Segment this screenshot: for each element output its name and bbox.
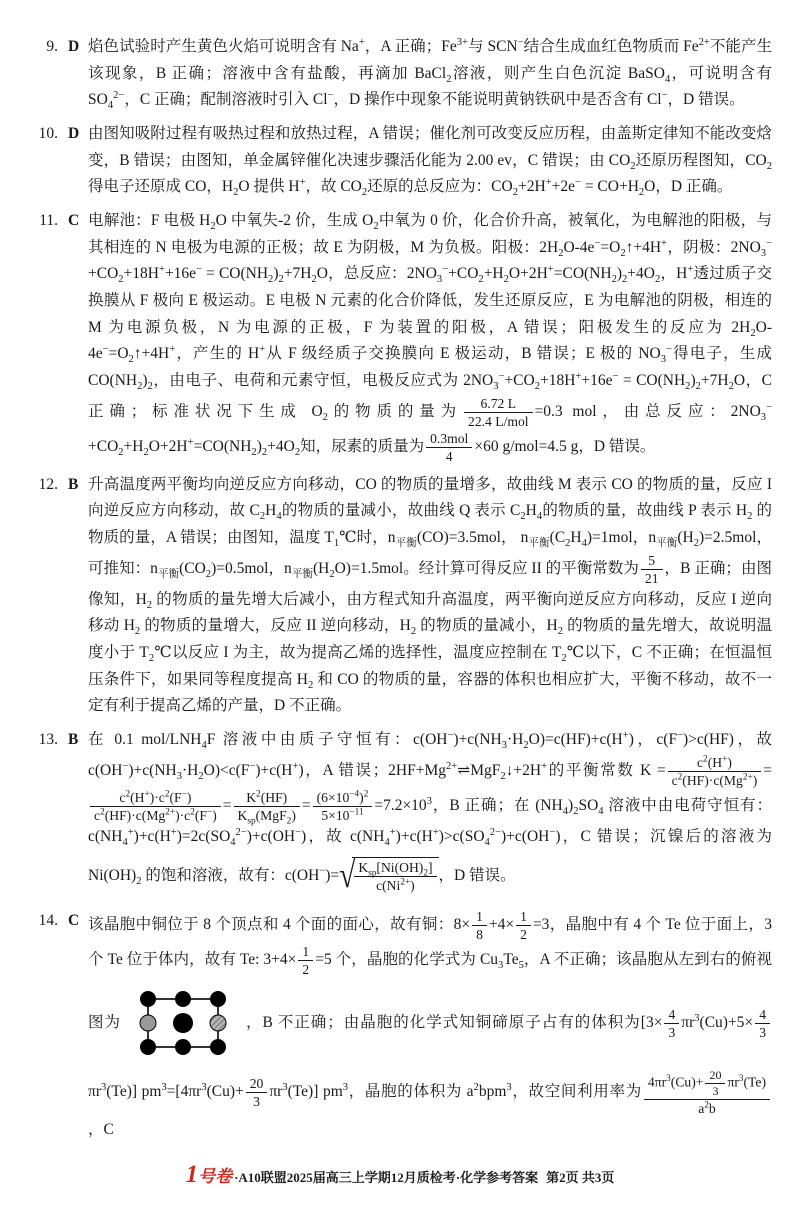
answer-label (28, 908, 88, 1144)
answer-letter: C (68, 211, 80, 229)
answers-list (28, 34, 772, 1151)
edge-atom (175, 991, 191, 1007)
footer-text: ·A10联盟2025届高三上学期12月质检考·化学参考答案 (234, 1170, 539, 1186)
answer-letter: C (68, 912, 80, 930)
corner-atom (140, 991, 156, 1007)
answer-item-10 (28, 121, 772, 201)
answer-item-11 (28, 208, 772, 465)
explanation-text-after-diagram: ，B 不正确；由晶胞的化学式知铜碲原子占有的体积为[3× $\frac{4}{3}$ $\pi r^3(Cu)+5\times$ $\frac{4}{3}$ $\pi r^3(Te)$] $pm^3=[4\pi r^3(Cu)+$ $\frac{20}{3}$ $\pi r^3(Te)$] $pm^3$，晶胞的体积为 $a^2bpm^3$，故空间利用率为 $4\pi r^3(Cu)+$ $\frac{20}{3}$ $\pi r^3(Te)$ $a^2b$ ，C (88, 1014, 772, 1138)
answer-letter: B (68, 475, 79, 493)
answer-explanation: 升高温度两平衡均向逆反应方向移动，CO 的物质的量增多，故曲线 M 表示 CO 的物质的量，反应 I 向逆反应方向移动，故 $C_2H_4$的物质的量减小，故曲线 Q 表示 $C_2H_4$的物质的量，故曲线 P 表示 $H_2$ 的物质的量，A 错误；由图知，温度 $T_1℃$时，$n_{平衡}(CO)=3.5mol$， $n_{平衡}(C_2H_4)=1mol$，$n_{平衡}(H_2)=2.5mol$，可推知：$n_{平衡}(CO_2)=0.5mol$，$n_{平衡}(H_2O)=1.5mol$。经计算可得反应 II 的平衡常数为 $\frac{5}{21}$ ，B 正确；由图像知，$H_2$ 的物质的量先增大后减小，由方程式知升高温度，两平衡向逆反应方向移动，反应 I 逆向移动 $H_2$ 的物质的量增大，反应 II 逆向移动，$H_2$ 的物质的量减小，$H_2$ 的物质的量先增大，故说明温度小于 $T_2℃$以反应 I 为主，故为提高乙烯的选择性，温度应控制在 $T_2℃$以下，C 不正确；在恒温恒压条件下，如果同等程度提高 $H_2$ 和 CO 的物质的量，容器的体积也相应扩大，平衡不移动，故不一定有利于提高乙烯的产量，D 不正确。 (88, 475, 773, 715)
answer-item-9 (28, 34, 772, 114)
question-number: 14. (38, 912, 58, 930)
answer-explanation: 在 0.1 mol/$LNH_4F$ 溶液中由质子守恒有：$c(OH^-)+c(NH_3\cdot H_2O)=c(HF)+c(H^+)$，c(F−)>c(HF)，故 $c(OH^-)+c(NH_3\cdot H_2O)<c(F^-)+c(H^+)$，A 错误；$2HF+Mg^{2+}\rightleftharpoons MgF_2↓+2H^+$的平衡常数 K = $\frac{c^2(H^+)}{c^2(HF)\cdot c(Mg^{2+})}$ = $\frac{c^2(H^+)\cdot c^2(F^-)}{c^2(HF)\cdot c(Mg^{2+})\cdot c^2(F^-)}$ = $\frac{K^2(HF)}{K_{sp}(MgF_2)}$ = $\frac{(6\times 10^{-4})^2}{5\times 10^{-11}}$ $=7.2\times 10^3$，B 正确；在 $(NH_4)_2SO_4$ 溶液中由电荷守恒有：$c(NH_4^+)+c(H^+)=2c(SO_4^{2-})+c(OH^-)$，故 $c(NH_4^+)+c(H^+)>c(SO_4^{2-})+c(OH^-)$，C 错误；沉镍后的溶液为 $Ni(OH)_2$ 的饱和溶液，故有：c(OH−)= √ $\frac{K_{sp}[Ni(OH)_2]}{c(Ni^{2+})}$ ，D 错误。 (88, 729, 772, 896)
answer-label (28, 472, 88, 720)
explanation-text-before-diagram: 该晶胞中铜位于 8 个顶点和 4 个面的面心，故有铜：8× $\frac{1}{8}$ +4× $\frac{1}{2}$ =3，晶胞中有 4 个 Te 位于面上，3 个 Te 位于体内，故有 Te: 3+4× $\frac{1}{2}$ =5 个，晶胞的化学式为 $Cu_3Te_5$，A 不正确；该晶胞从左到右的俯视图为 (88, 909, 773, 1031)
answer-explanation: 电解池：F 电极 $H_2O$ 中氧失-2 价，生成 $O_2$中氧为 0 价，化合价升高，被氧化，为电解池的阳极，与其相连的 N 电极为电源的正极；故 E 为阴极，M 为负极。阳极：$2H_2O-4e^-=O_2↑+4H^+$，阴极：$2NO_3^-+CO_2+18H^++16e^- = CO(NH_2)_2+7H_2O$，总反应：$2NO_3^-+CO_2+H_2O+2H^+=CO(NH_2)_2+4O_2$，H+透过质子交换膜从 F 极向 E 极运动。E 电极 N 元素的化合价降低，发生还原反应，E 为电解池的阴极，相连的 M 为电源负极，N 为电源的正极，F 为装置的阳极，A 错误；阳极发生的反应为 $2H_2O-4e^-=O_2↑+4H^+$，产生的 H+从 F 级经质子交换膜向 E 极运动，B 错误；E 极的 $NO_3^-$得电子，生成 $CO(NH_2)_2$，由电子、电荷和元素守恒，电极反应式为 $2NO_3^-+CO_2+18H^++16e^- = CO(NH_2)_2+7H_2O$，C 正确；标准状况下生成 $O_2$的物质的量为 $\frac{6.72 L}{\text{22.4 L/mol}}$ =0.3 mol，由总反应：$2NO_3^-+CO_2+H_2O+2H^+=CO(NH_2)_2+4O_2$知，尿素的质量为 $\frac{\text{0.3mol}}{4}$ ×60 g/mol=4.5 g，D 错误。 (88, 211, 773, 464)
corner-atom (210, 991, 226, 1007)
answer-explanation (88, 908, 772, 1144)
answer-label (28, 121, 88, 201)
answer-label (28, 34, 88, 114)
answer-explanation: 由图知吸附过程有吸热过程和放热过程，A 错误；催化剂可改变反应历程，由盖斯定律知不能改变焓变，B 错误；由图知，单金属锌催化决速步骤活化能为 2.00 ev，C 错误；由 $CO_2$还原历程图知，$CO_2$得电子还原成 CO，$H_2O$ 提供 H+，故 $CO_2$还原的总反应为：$CO_2+2H^++2e^- = CO+H_2O$，D 正确。 (88, 124, 772, 199)
question-number: 10. (38, 124, 58, 142)
question-number: 12. (38, 475, 58, 493)
center-atom (173, 1013, 193, 1033)
answer-letter: D (68, 124, 80, 142)
page-footer (28, 1151, 772, 1193)
answer-item-13 (28, 727, 772, 901)
answer-letter: B (68, 731, 79, 749)
answer-label (28, 208, 88, 465)
crystal-top-view-diagram (127, 980, 239, 1066)
corner-atom (140, 1039, 156, 1055)
question-number: 11. (39, 211, 58, 229)
answer-explanation: 焰色试验时产生黄色火焰可说明含有 Na+，A 正确；$Fe^{3+}$与 SCN−结合生成血红色物质而 $Fe^{2+}$不能产生该现象，B 正确；溶液中含有盐酸，再滴加 BaCl$_2$溶液，则产生白色沉淀 BaSO$_4$，可说明含有 $SO_4^{2-}$，C 正确；配制溶液时引入 Cl−，D 操作中现象不能说明黄钠铁矾中是否含有 Cl−，D 错误。 (88, 36, 772, 112)
answer-item-12 (28, 472, 772, 720)
answer-label (28, 727, 88, 901)
answer-item-14 (28, 908, 772, 1144)
exam-brand-logo: 1号卷 (185, 1161, 233, 1189)
question-number: 13. (38, 731, 58, 749)
edge-atom (175, 1039, 191, 1055)
side-atom-gray (140, 1015, 156, 1031)
question-number: 9. (46, 38, 58, 55)
corner-atom (210, 1039, 226, 1055)
page-number: 第2页 共3页 (546, 1170, 615, 1186)
side-atom-hatched (210, 1015, 226, 1031)
answer-letter: D (68, 38, 80, 55)
